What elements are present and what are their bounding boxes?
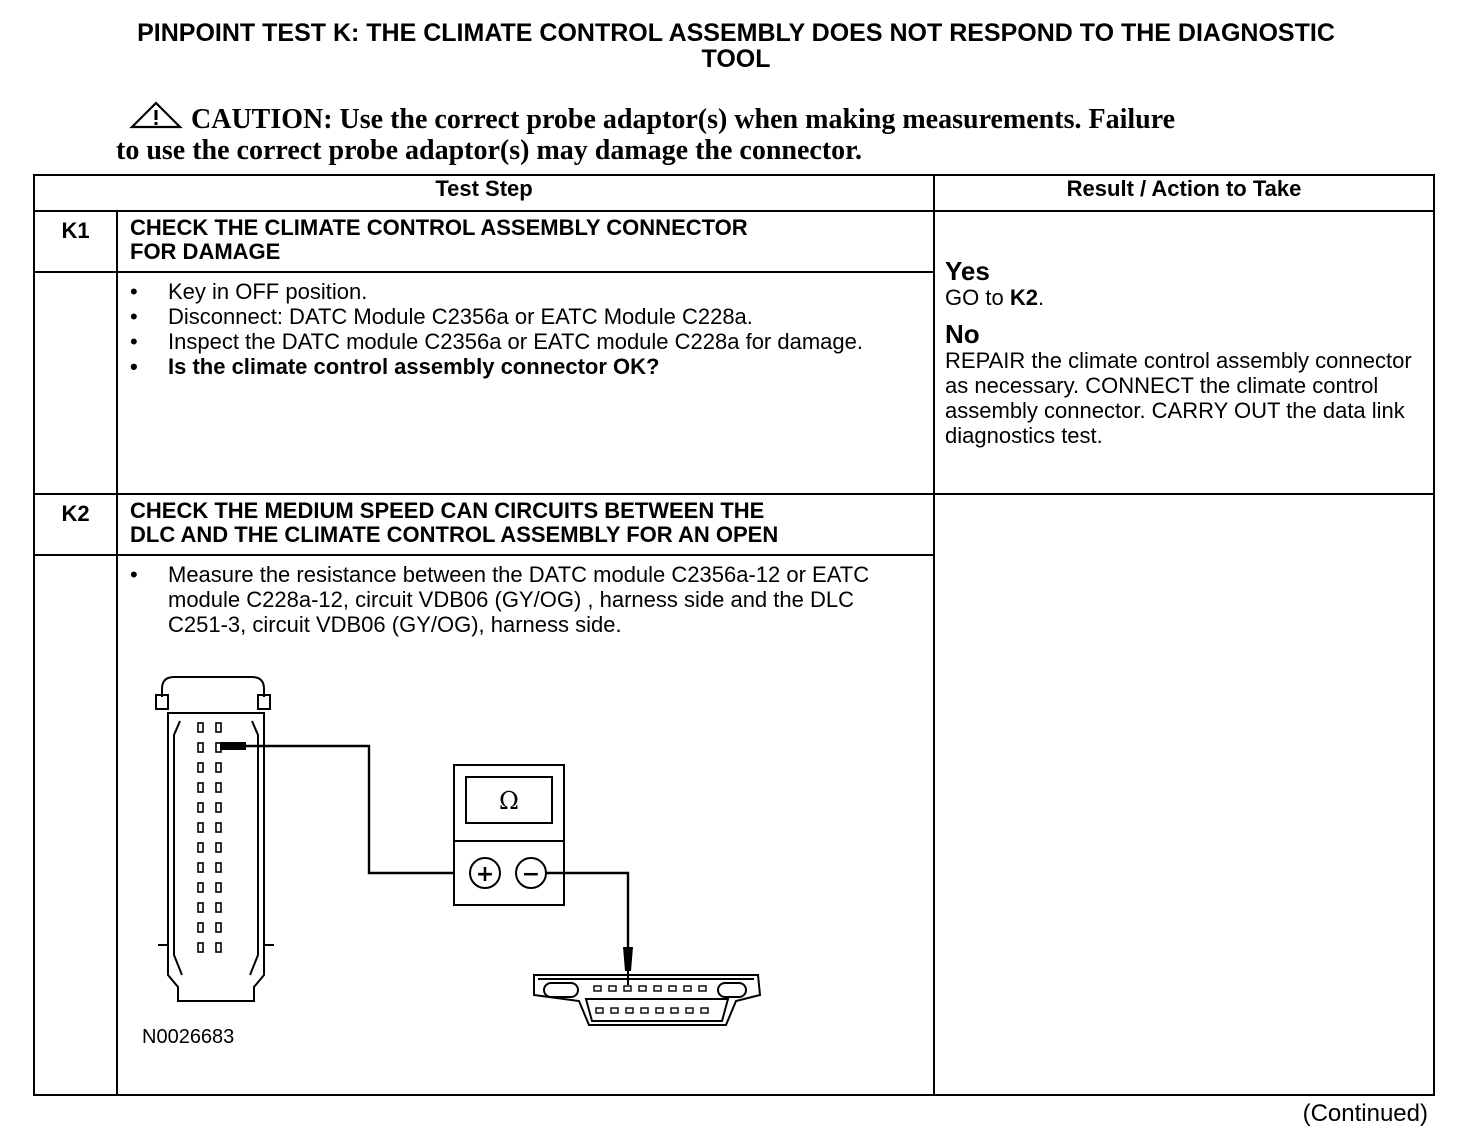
step-k1-spacer <box>34 272 117 494</box>
dlc-connector-icon <box>534 975 760 1025</box>
step-title-k1-line1: CHECK THE CLIMATE CONTROL ASSEMBLY CONNECTOR <box>130 215 748 240</box>
col-header-result: Result / Action to Take <box>934 175 1434 211</box>
resistance-measurement-diagram <box>124 655 784 1065</box>
step-title-k2 <box>117 494 934 555</box>
figure-id: N0026683 <box>142 1026 235 1048</box>
caution-notice <box>116 100 1316 166</box>
result-k1-no-label: No <box>945 319 980 349</box>
result-k1-no-text: REPAIR the climate control assembly connector as necessary. CONNECT the climate control assembly connector. CARRY OUT the data link diagnostics test. <box>945 348 1412 448</box>
test-lead-positive <box>246 746 469 873</box>
yes-prefix: GO to <box>945 285 1004 310</box>
step-k1-title-row <box>34 211 1434 272</box>
step-k2-spacer <box>34 555 117 1095</box>
warning-triangle-icon <box>128 100 184 130</box>
step-title-k2-line2: DLC AND THE CLIMATE CONTROL ASSEMBLY FOR AN OPEN <box>130 522 779 547</box>
result-k1-yes-label: Yes <box>945 256 990 286</box>
step-k2-title-row <box>34 494 1434 555</box>
continued-label: (Continued) <box>1302 1100 1428 1127</box>
step-title-k1 <box>117 211 934 272</box>
step-title-k2-line1: CHECK THE MEDIUM SPEED CAN CIRCUITS BETWEEN THE <box>130 498 765 523</box>
step-id-k2: K2 <box>34 494 117 555</box>
result-k1 <box>934 211 1434 494</box>
step-k1-bullets <box>117 272 934 494</box>
list-item: • Disconnect: DATC Module C2356a or EATC Module C228a. <box>130 304 893 329</box>
ohm-symbol: Ω <box>499 787 519 815</box>
step-id-k1: K1 <box>34 211 117 272</box>
list-item-question: • Is the climate control assembly connector OK? <box>130 354 893 379</box>
pinpoint-test-table <box>33 174 1435 1096</box>
result-k1-yes-text <box>945 285 1423 310</box>
minus-terminal: − <box>521 862 541 887</box>
step-k2-bullets <box>117 555 934 1095</box>
title-line-2: TOOL <box>701 45 771 73</box>
probe-tip-icon <box>220 742 246 750</box>
plus-terminal: + <box>475 862 495 887</box>
col-header-test-step: Test Step <box>34 175 934 211</box>
caution-line-2: to use the correct probe adaptor(s) may damage the connector. <box>116 135 863 166</box>
step-title-k1-line2: FOR DAMAGE <box>130 239 281 264</box>
list-item: • Measure the resistance between the DATC module C2356a-12 or EATC module C228a-12, circuit VDB06 (GY/OG) , harness side and the DLC C251-3, circuit VDB06 (GY/OG), harness side. <box>130 562 893 637</box>
probe-tip-icon <box>623 947 633 971</box>
list-item: • Key in OFF position. <box>130 279 893 304</box>
yes-suffix: . <box>1037 285 1045 310</box>
caution-line-1: CAUTION: Use the correct probe adaptor(s) when making measurements. Failure <box>191 104 1176 135</box>
title-line-1: PINPOINT TEST K: THE CLIMATE CONTROL ASSEMBLY DOES NOT RESPOND TO THE DIAGNOSTIC <box>137 19 1335 47</box>
result-k2 <box>934 494 1434 1095</box>
list-item: • Inspect the DATC module C2356a or EATC module C228a for damage. <box>130 329 893 354</box>
climate-control-connector-icon <box>156 677 274 1001</box>
yes-target-step: K2 <box>1009 285 1038 310</box>
multimeter-icon <box>454 765 564 905</box>
table-header-row <box>34 175 1434 211</box>
page-title <box>40 20 1432 72</box>
